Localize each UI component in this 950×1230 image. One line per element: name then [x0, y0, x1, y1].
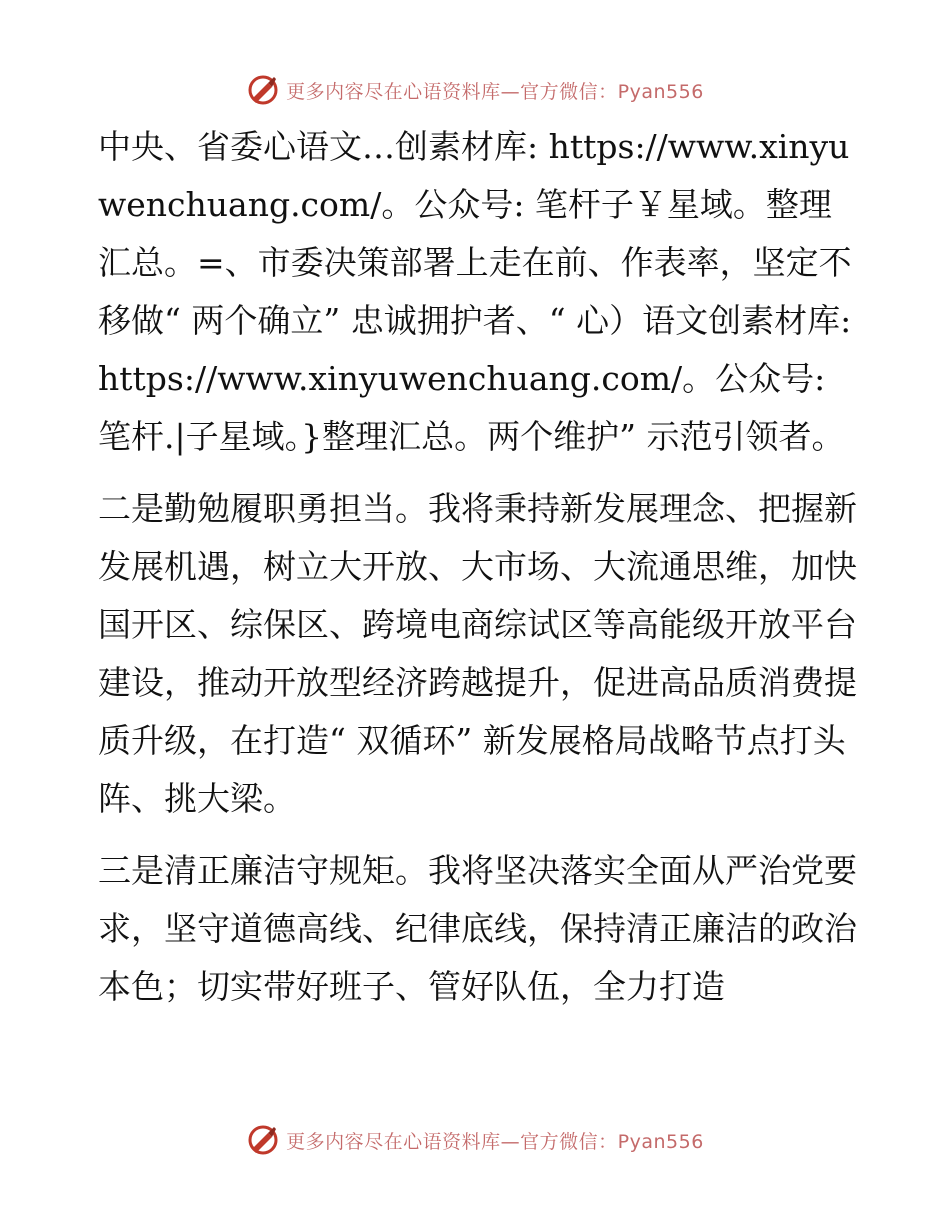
header-watermark-banner: [0, 70, 950, 110]
document-body: [98, 118, 858, 1030]
footer-watermark-banner: [0, 1120, 950, 1160]
paragraph-3: 三是清正廉洁守规矩。我将坚决落实全面从严治党要求，坚守道德高线、纪律底线，保持清正廉洁的政治本色；切实带好班子、管好队伍，全力打造: [98, 851, 857, 1006]
pen-logo-icon: [246, 73, 280, 107]
pen-logo-icon: [246, 1123, 280, 1157]
paragraph-2: 二是勤勉履职勇担当。我将秉持新发展理念、把握新发展机遇，树立大开放、大市场、大流通思维，加快国开区、综保区、跨境电商综试区等高能级开放平台建设，推动开放型经济跨越提升，促进高品质消费提质升级，在打造“ 双循环” 新发展格局战略节点打头阵、挑大梁。: [98, 489, 857, 818]
footer-banner-text: 更多内容尽在心语资料库—官方微信：Pyan556: [286, 1130, 704, 1153]
paragraph-1: 中央、省委心语文…创素材库: https://www.xinyuwenchuang.com/。公众号: 笔杆子￥星域。整理汇总。=、市委决策部署上走在前、作表率，坚定不移做“ 两个确立” 忠诚拥护者、“ 心）语文创素材库: https://www.xinyuwenchuang.com/。公众号: 笔杆.|子星域。}整理汇总。两个维护” 示范引领者。: [98, 127, 852, 456]
header-banner-text: 更多内容尽在心语资料库—官方微信：Pyan556: [286, 80, 704, 103]
